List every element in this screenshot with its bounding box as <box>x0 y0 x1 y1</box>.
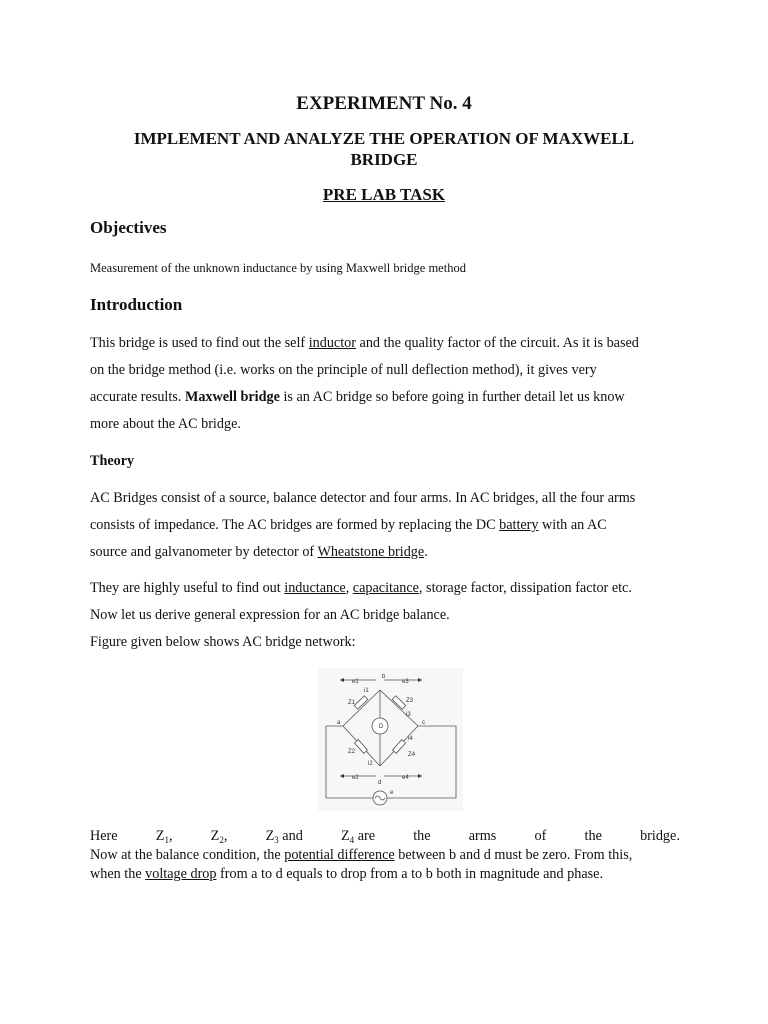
z1-term <box>156 828 173 845</box>
conclusion-text: Now at the balance condition, the <box>90 847 285 863</box>
word: Here <box>90 828 118 844</box>
word: the <box>584 828 602 844</box>
battery-link[interactable]: battery <box>499 517 539 533</box>
conclusion-line-2 <box>90 865 690 884</box>
word: and <box>278 828 303 844</box>
theory-line-1: AC Bridges consist of a source, balance detector and four arms. In AC bridges, all the four arms <box>90 490 636 506</box>
z2-label: Z2 <box>348 749 356 755</box>
theory-line-4 <box>90 575 680 602</box>
introduction-heading: Introduction <box>90 295 183 314</box>
word: of <box>534 828 547 844</box>
experiment-title: EXPERIMENT No. 4 <box>296 93 472 114</box>
theory-text: with an AC <box>538 517 607 533</box>
theory-text: consists of impedance. The AC bridges are formed by replacing the DC <box>90 517 500 533</box>
intro-line-4: more about the AC bridge. <box>90 416 241 432</box>
voltage-drop-link[interactable]: voltage drop <box>145 866 217 882</box>
theory-line-6: Figure given below shows AC bridge network: <box>90 634 356 650</box>
theory-text: They are highly useful to find out <box>90 580 285 596</box>
z-subscript: 3 <box>274 835 279 845</box>
main-title: IMPLEMENT AND ANALYZE THE OPERATION OF MAXWELL BRIDGE <box>133 129 635 169</box>
word: arms <box>468 828 497 844</box>
z2-term <box>211 828 228 845</box>
z-subscript: 1 <box>164 835 169 845</box>
intro-line-2: on the bridge method (i.e. works on the principle of null deflection method), it gives very <box>90 362 597 378</box>
z1-label: Z1 <box>348 700 356 706</box>
inductor-link[interactable]: inductor <box>308 335 356 351</box>
comma: , <box>168 828 173 844</box>
z-symbol: Z <box>210 828 220 844</box>
node-d-label: d <box>378 780 382 786</box>
word: the <box>413 828 431 844</box>
e2-label: e2 <box>352 775 359 781</box>
conclusion-text: between b and d must be zero. From this, <box>394 847 633 863</box>
detector-label: D <box>378 724 384 730</box>
z-symbol: Z <box>340 828 350 844</box>
theory-line-3 <box>90 539 680 566</box>
z4-label: Z4 <box>408 752 416 758</box>
intro-text: accurate results. <box>90 389 185 405</box>
node-a-label: a <box>337 720 341 726</box>
word: bridge. <box>640 828 680 844</box>
conclusion-paragraph <box>90 846 690 884</box>
conclusion-text: when the <box>90 866 146 882</box>
comma: , <box>223 828 228 844</box>
theory-text: . <box>424 544 428 560</box>
theory-text: , <box>345 580 353 596</box>
intro-text: This bridge is used to find out the self <box>90 335 309 351</box>
e3-label: e3 <box>402 679 409 685</box>
intro-line-3 <box>90 384 680 411</box>
theory-text: , storage factor, dissipation factor etc. <box>418 580 632 596</box>
conclusion-text: from a to d equals to drop from a to b both in magnitude and phase. <box>216 866 604 882</box>
z-subscript: 4 <box>349 835 355 845</box>
word: are <box>354 828 376 844</box>
theory-paragraph-2 <box>90 575 680 656</box>
capacitance-link[interactable]: capacitance <box>352 580 419 596</box>
e1-label: e1 <box>352 679 359 685</box>
conclusion-line-1 <box>90 846 690 865</box>
intro-text: is an AC bridge so before going in further detail let us know <box>279 389 625 405</box>
z4-term <box>341 828 375 845</box>
prelab-text: PRE LAB TASK <box>322 185 446 204</box>
z-subscript: 2 <box>219 835 224 845</box>
theory-paragraph-1 <box>90 485 680 566</box>
z3-label: Z3 <box>406 698 414 704</box>
i3-label: i3 <box>406 712 411 718</box>
e4-label: e4 <box>402 775 409 781</box>
theory-text: source and galvanometer by detector of <box>90 544 318 560</box>
i2-label: i2 <box>368 761 373 767</box>
introduction-paragraph <box>90 330 680 438</box>
intro-line-1 <box>90 330 680 357</box>
objectives-heading: Objectives <box>90 218 167 237</box>
ac-bridge-circuit-diagram <box>318 668 463 811</box>
prelab-heading <box>0 185 768 205</box>
inductance-link[interactable]: inductance <box>284 580 346 596</box>
objectives-text: Measurement of the unknown inductance by using Maxwell bridge method <box>90 261 466 275</box>
wheatstone-bridge-link[interactable]: Wheatstone bridge <box>317 544 425 560</box>
theory-line-5: Now let us derive general expression for an AC bridge balance. <box>90 607 450 623</box>
theory-heading: Theory <box>90 453 135 469</box>
z-symbol: Z <box>155 828 165 844</box>
i1-label: i1 <box>364 688 369 694</box>
source-label: e <box>390 790 394 796</box>
i4-label: i4 <box>408 736 413 742</box>
maxwell-bridge-bold: Maxwell bridge <box>184 389 280 405</box>
intro-text: and the quality factor of the circuit. As it is based <box>355 335 639 351</box>
here-line <box>90 828 680 845</box>
potential-difference-link[interactable]: potential difference <box>284 847 395 863</box>
z3-term <box>266 828 303 845</box>
node-c-label: c <box>422 720 425 726</box>
node-b-label: b <box>382 674 386 680</box>
theory-line-2 <box>90 512 680 539</box>
z-symbol: Z <box>265 828 275 844</box>
